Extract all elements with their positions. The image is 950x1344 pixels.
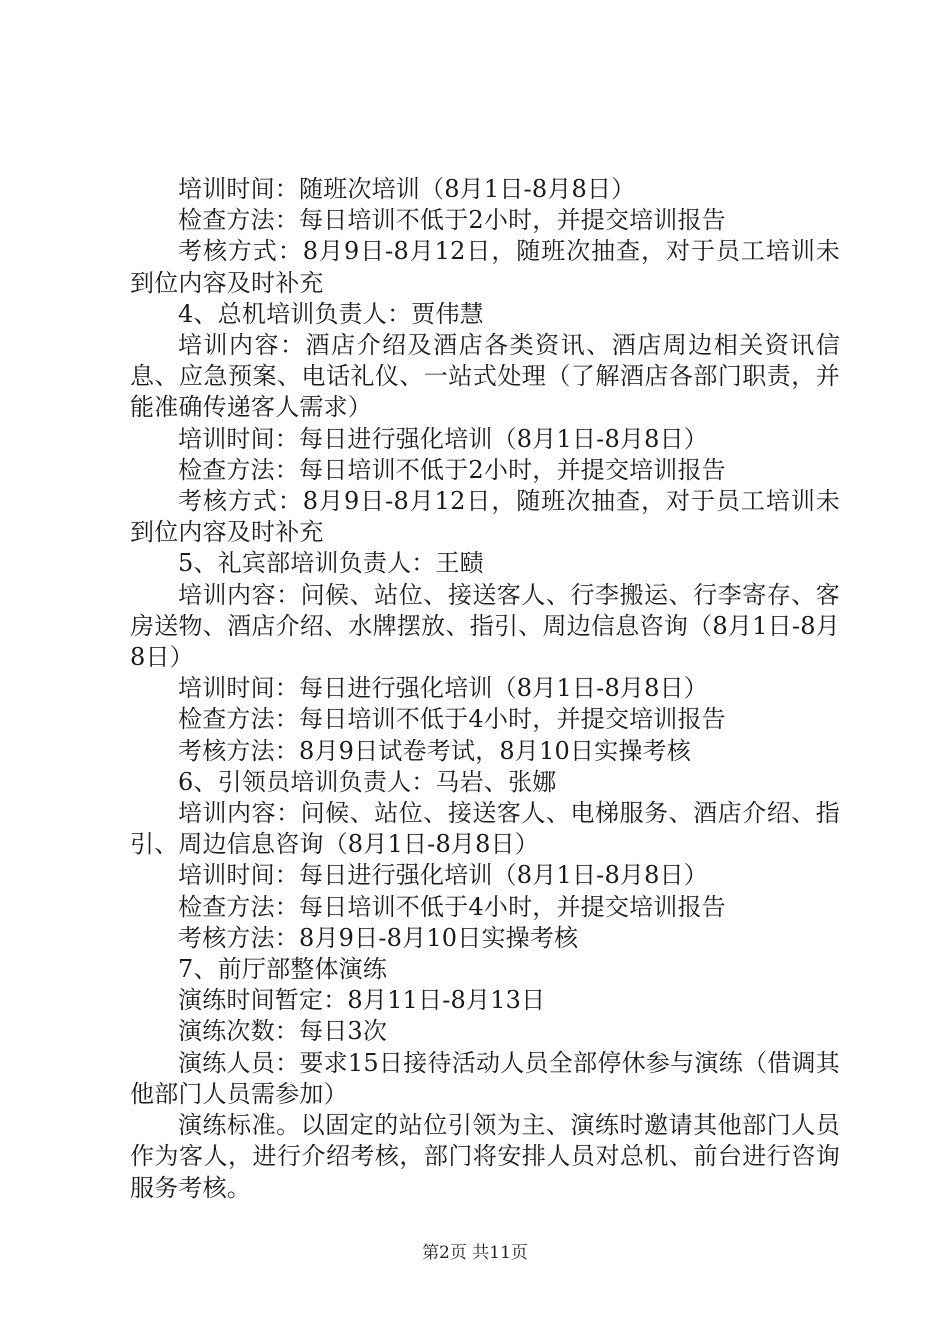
paragraph: 考核方式：8月9日-8月12日，随班次抽查，对于员工培训未到位内容及时补充	[130, 487, 840, 547]
paragraph: 培训时间：随班次培训（8月1日-8月8日）	[178, 175, 636, 203]
paragraph: 检查方法：每日培训不低于2小时，并提交培训报告	[178, 206, 726, 235]
paragraph: 检查方法：每日培训不低于2小时，并提交培训报告	[178, 455, 726, 484]
paragraph: 演练次数：每日3次	[178, 1017, 388, 1046]
paragraph: 培训内容：酒店介绍及酒店各类资讯、酒店周边相关资讯信息、应急预案、电话礼仪、一站式处理（了解酒店各部门职责，并能准确传递客人需求）	[130, 331, 840, 422]
paragraph: 演练时间暂定：8月11日-8月13日	[178, 986, 546, 1015]
document-body	[130, 174, 840, 1204]
section-heading: 7、前厅部整体演练	[178, 955, 388, 984]
paragraph: 培训内容：问候、站位、接送客人、电梯服务、酒店介绍、指引、周边信息咨询（8月1日-8月8日）	[130, 799, 840, 859]
paragraph: 培训时间：每日进行强化培训（8月1日-8月8日）	[178, 861, 708, 890]
paragraph: 演练人员：要求15日接待活动人员全部停休参与演练（借调其他部门人员需参加）	[130, 1048, 840, 1108]
section-heading: 5、礼宾部培训负责人：王赜	[178, 549, 484, 578]
paragraph: 考核方法：8月9日试卷考试，8月10日实操考核	[178, 736, 691, 765]
paragraph: 考核方法：8月9日-8月10日实操考核	[178, 923, 579, 952]
section-heading: 6、引领员培训负责人：马岩、张娜	[178, 767, 557, 796]
paragraph: 培训内容：问候、站位、接送客人、行李搬运、行李寄存、客房送物、酒店介绍、水牌摆放、指引、周边信息咨询（8月1日-8月8日）	[130, 580, 840, 672]
paragraph: 检查方法：每日培训不低于4小时，并提交培训报告	[178, 705, 726, 734]
paragraph: 考核方式：8月9日-8月12日，随班次抽查，对于员工培训未到位内容及时补充	[130, 237, 840, 297]
paragraph: 演练标准。以固定的站位引领为主、演练时邀请其他部门人员作为客人，进行介绍考核，部门将安排人员对总机、前台进行咨询服务考核。	[130, 1111, 840, 1202]
page-number: 第2页 共11页	[422, 1243, 528, 1263]
paragraph: 培训时间：每日进行强化培训（8月1日-8月8日）	[178, 674, 708, 703]
paragraph: 检查方法：每日培训不低于4小时，并提交培训报告	[178, 892, 726, 921]
paragraph: 培训时间：每日进行强化培训（8月1日-8月8日）	[178, 424, 708, 453]
section-heading: 4、总机培训负责人：贾伟慧	[178, 299, 484, 328]
